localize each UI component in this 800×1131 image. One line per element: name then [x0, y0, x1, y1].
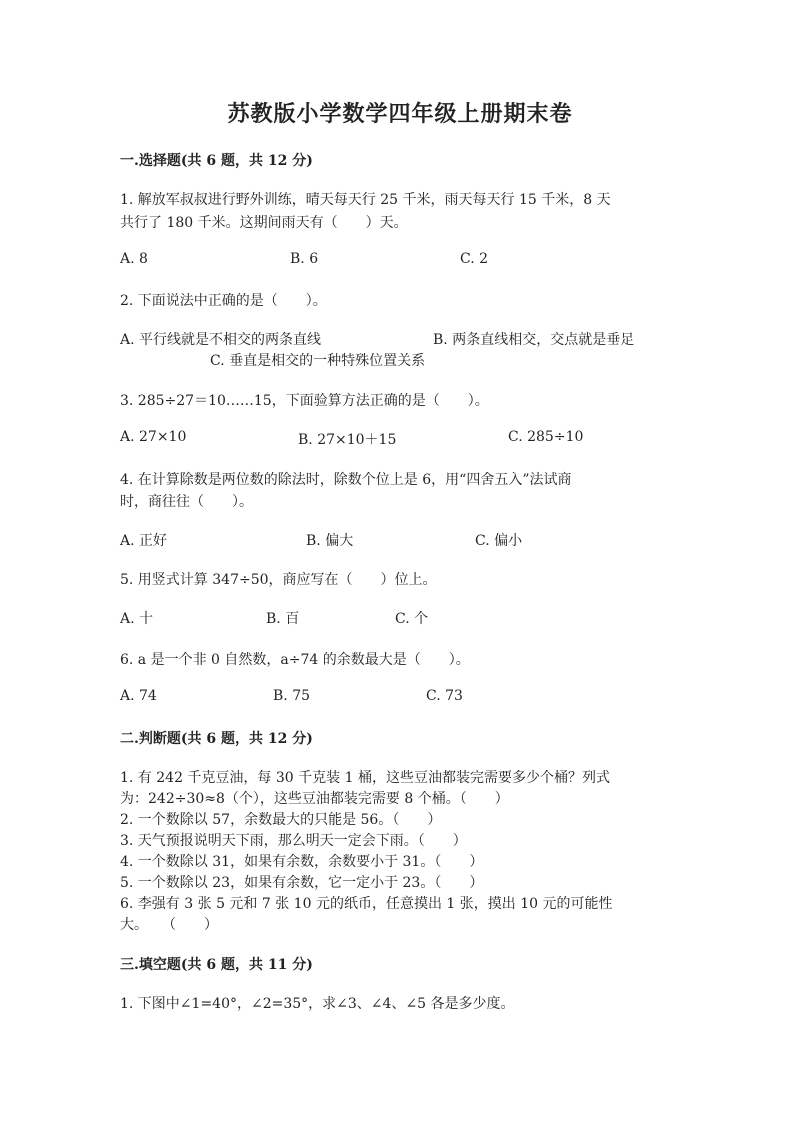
judgement-line-7: 6. 李强有 3 张 5 元和 7 张 10 元的纸币，任意摸出 1 张，摸出 10 元的可能性 — [120, 896, 613, 912]
question-1-option-c: C. 2 — [460, 251, 489, 267]
question-1-line-2: 共行了 180 千米。这期间雨天有（ ）天。 — [120, 215, 408, 231]
question-6-line-1: 6. a 是一个非 0 自然数，a÷74 的余数最大是（ ）。 — [120, 652, 470, 668]
question-4-option-a: A. 正好 — [120, 533, 168, 549]
judgement-line-1: 1. 有 242 千克豆油，每 30 千克装 1 桶，这些豆油都装完需要多少个桶？列式 — [120, 770, 610, 786]
judgement-line-3: 2. 一个数除以 57，余数最大的只能是 56。（ ） — [120, 812, 442, 828]
question-2-option-a: A. 平行线就是不相交的两条直线 — [120, 332, 322, 348]
question-2-option-b: B. 两条直线相交，交点就是垂足 — [433, 332, 635, 348]
question-6-option-a: A. 74 — [120, 688, 157, 704]
question-4-line-1: 4. 在计算除数是两位数的除法时，除数个位上是 6，用“四舍五入”法试商 — [120, 472, 572, 488]
question-2-line-1: 2. 下面说法中正确的是（ ）。 — [120, 293, 327, 309]
question-3-option-a: A. 27×10 — [120, 429, 187, 445]
fill-blank-line-1: 1. 下图中∠1=40°，∠2=35°，求∠3、∠4、∠5 各是多少度。 — [120, 996, 515, 1012]
question-6-option-c: C. 73 — [426, 688, 463, 704]
page-title: 苏教版小学数学四年级上册期末卷 — [227, 101, 573, 127]
section-header-judgement: 二.判断题(共 6 题，共 12 分) — [120, 731, 313, 747]
question-1-line-1: 1. 解放军叔叔进行野外训练，晴天每天行 25 千米，雨天每天行 15 千米，8 天 — [120, 192, 611, 208]
question-5-option-b: B. 百 — [266, 611, 300, 627]
judgement-line-4: 3. 天气预报说明天下雨，那么明天一定会下雨。（ ） — [120, 833, 467, 849]
question-3-option-c: C. 285÷10 — [508, 429, 584, 445]
question-5-line-1: 5. 用竖式计算 347÷50，商应写在（ ）位上。 — [120, 572, 437, 588]
question-4-option-c: C. 偏小 — [475, 533, 523, 549]
section-header-choice: 一.选择题(共 6 题，共 12 分) — [120, 153, 313, 169]
question-3-option-b: B. 27×10＋15 — [298, 432, 397, 448]
question-6-option-b: B. 75 — [273, 688, 311, 704]
question-2-option-c: C. 垂直是相交的一种特殊位置关系 — [210, 353, 426, 369]
judgement-line-5: 4. 一个数除以 31，如果有余数，余数要小于 31。（ ） — [120, 854, 484, 870]
judgement-line-2: 为：242÷30≈8（个），这些豆油都装完需要 8 个桶。（ ） — [120, 791, 509, 807]
question-4-line-2: 时，商往往（ ）。 — [120, 494, 253, 510]
question-4-option-b: B. 偏大 — [306, 533, 354, 549]
judgement-line-6: 5. 一个数除以 23，如果有余数，它一定小于 23。（ ） — [120, 875, 484, 891]
judgement-line-8: 大。 （ ） — [120, 917, 218, 933]
question-3-line-1: 3. 285÷27＝10……15，下面验算方法正确的是（ ）。 — [120, 393, 489, 409]
question-5-option-a: A. 十 — [120, 611, 154, 627]
question-1-option-a: A. 8 — [120, 251, 148, 267]
section-header-fill-blank: 三.填空题(共 6 题，共 11 分) — [120, 957, 313, 973]
question-5-option-c: C. 个 — [395, 611, 429, 627]
question-1-option-b: B. 6 — [290, 251, 319, 267]
